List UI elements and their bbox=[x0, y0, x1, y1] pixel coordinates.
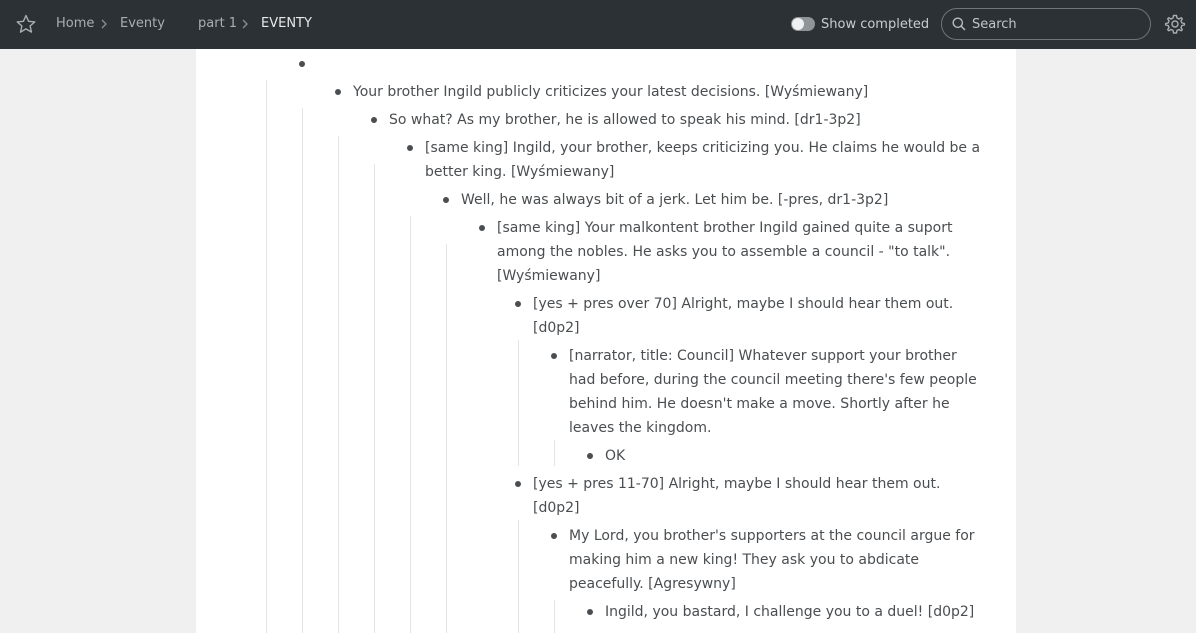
outline-item-text[interactable]: Ingild, you bastard, I challenge you to a duel! [d0p2] bbox=[605, 604, 975, 620]
indent-guide bbox=[554, 440, 555, 466]
search-icon bbox=[951, 16, 967, 32]
indent-guide bbox=[374, 164, 375, 633]
toggle-knob bbox=[792, 18, 804, 30]
document-page bbox=[196, 49, 1016, 633]
star-icon[interactable] bbox=[15, 13, 37, 35]
search-box[interactable] bbox=[941, 8, 1151, 40]
outline-item-text[interactable]: [narrator, title: Council] Whatever support your brother had before, during the council meeting there's few people behind him. He doesn't make a move. Shortly after he leaves the kingdom. bbox=[569, 348, 977, 436]
chevron-right-icon bbox=[99, 17, 109, 31]
bullet-point[interactable] bbox=[551, 353, 557, 359]
indent-guide bbox=[554, 600, 555, 633]
bullet-point[interactable] bbox=[515, 481, 521, 487]
bullet-point[interactable] bbox=[479, 225, 485, 231]
indent-guide bbox=[518, 520, 519, 633]
bullet-point[interactable] bbox=[335, 89, 341, 95]
breadcrumb-current[interactable]: EVENTY bbox=[261, 16, 312, 31]
show-completed-toggle[interactable] bbox=[791, 17, 815, 31]
outline-item-text[interactable]: Well, he was always bit of a jerk. Let him be. [-pres, dr1-3p2] bbox=[461, 192, 889, 208]
outline-item-text[interactable]: My Lord, you brother's supporters at the council argue for making him a new king! They ask you to abdicate peacefully. [Agresywny] bbox=[569, 528, 975, 592]
indent-guide bbox=[410, 216, 411, 633]
indent-guide bbox=[446, 244, 447, 633]
gear-icon[interactable] bbox=[1164, 13, 1186, 35]
search-input[interactable] bbox=[972, 15, 1137, 33]
breadcrumb-home[interactable]: Home bbox=[56, 16, 95, 31]
outline-item-text[interactable]: Your brother Ingild publicly criticizes your latest decisions. [Wyśmiewany] bbox=[353, 84, 869, 100]
bullet-point[interactable] bbox=[587, 453, 593, 459]
indent-guide bbox=[518, 340, 519, 466]
bullet-point[interactable] bbox=[515, 301, 521, 307]
bullet-point[interactable] bbox=[407, 145, 413, 151]
indent-guide bbox=[266, 80, 267, 633]
outline-item-text[interactable]: So what? As my brother, he is allowed to speak his mind. [dr1-3p2] bbox=[389, 112, 861, 128]
indent-guide bbox=[302, 108, 303, 633]
chevron-right-icon bbox=[240, 17, 250, 31]
outline-item-text[interactable]: OK bbox=[605, 448, 626, 464]
bullet-point[interactable] bbox=[443, 197, 449, 203]
outline-item-text[interactable]: [yes + pres over 70] Alright, maybe I should hear them out. [d0p2] bbox=[533, 296, 954, 336]
bullet-point[interactable] bbox=[299, 61, 305, 67]
bullet-point[interactable] bbox=[551, 533, 557, 539]
bullet-point[interactable] bbox=[371, 117, 377, 123]
breadcrumb-part-1[interactable]: part 1 bbox=[198, 16, 238, 31]
outline-item-text[interactable]: [same king] Your malkontent brother Ingild gained quite a suport among the nobles. He asks you to assemble a council - "to talk". [Wyśmiewany] bbox=[497, 220, 953, 284]
breadcrumb-eventy[interactable]: Eventy bbox=[120, 16, 165, 31]
outline-item-text[interactable]: [same king] Ingild, your brother, keeps criticizing you. He claims he would be a better king. [Wyśmiewany] bbox=[425, 140, 981, 180]
indent-guide bbox=[338, 136, 339, 633]
outline-item-text[interactable]: [yes + pres 11-70] Alright, maybe I should hear them out. [d0p2] bbox=[533, 476, 941, 516]
show-completed-label[interactable]: Show completed bbox=[821, 17, 930, 32]
bullet-point[interactable] bbox=[587, 609, 593, 615]
top-bar bbox=[0, 0, 1196, 49]
